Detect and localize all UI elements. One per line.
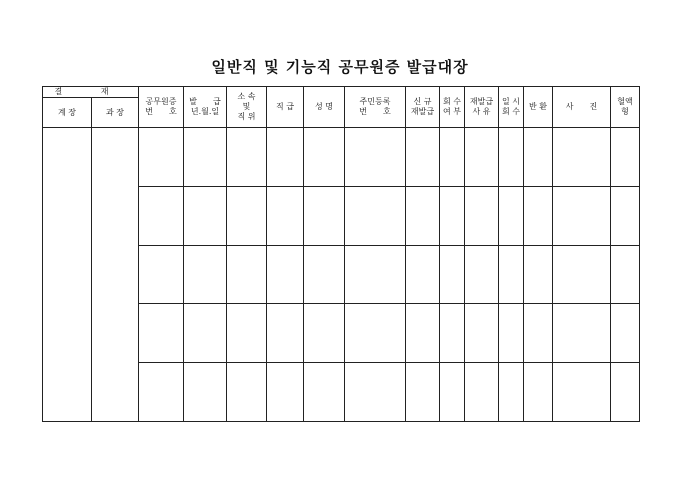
cell[interactable] <box>184 128 227 187</box>
cell[interactable] <box>304 186 345 245</box>
cell[interactable] <box>139 363 184 422</box>
cell[interactable] <box>345 128 406 187</box>
col-temporary-recovery: 일 시 회 수 <box>499 87 524 128</box>
col-id-number: 공무원증 번 호 <box>139 87 184 128</box>
cell[interactable] <box>345 363 406 422</box>
col-resident-number: 주민등록 번 호 <box>345 87 406 128</box>
cell[interactable] <box>139 128 184 187</box>
col-photo: 사 진 <box>553 87 611 128</box>
col-department-position: 소 속 및 직 위 <box>227 87 267 128</box>
cell[interactable] <box>267 363 304 422</box>
cell[interactable] <box>227 363 267 422</box>
issuance-ledger-table <box>42 86 640 422</box>
col-issue-date: 발 급 년.월.일 <box>184 87 227 128</box>
cell[interactable] <box>611 363 640 422</box>
cell[interactable] <box>440 186 465 245</box>
cell[interactable] <box>524 304 553 363</box>
cell[interactable] <box>139 245 184 304</box>
approval-cell-manager[interactable] <box>92 128 139 422</box>
cell[interactable] <box>440 245 465 304</box>
cell[interactable] <box>499 363 524 422</box>
cell[interactable] <box>184 363 227 422</box>
cell[interactable] <box>267 304 304 363</box>
cell[interactable] <box>227 304 267 363</box>
cell[interactable] <box>304 128 345 187</box>
cell[interactable] <box>499 186 524 245</box>
cell[interactable] <box>304 304 345 363</box>
cell[interactable] <box>406 186 440 245</box>
cell[interactable] <box>499 304 524 363</box>
cell[interactable] <box>465 363 499 422</box>
cell[interactable] <box>139 186 184 245</box>
cell[interactable] <box>267 128 304 187</box>
cell[interactable] <box>611 186 640 245</box>
cell[interactable] <box>406 245 440 304</box>
cell[interactable] <box>553 304 611 363</box>
cell[interactable] <box>184 304 227 363</box>
col-reissue-reason: 재발급 사 유 <box>465 87 499 128</box>
cell[interactable] <box>553 363 611 422</box>
cell[interactable] <box>611 245 640 304</box>
header-row-top <box>43 87 640 98</box>
cell[interactable] <box>465 186 499 245</box>
cell[interactable] <box>267 186 304 245</box>
cell[interactable] <box>406 304 440 363</box>
cell[interactable] <box>304 363 345 422</box>
cell[interactable] <box>465 245 499 304</box>
cell[interactable] <box>184 186 227 245</box>
col-recovered: 회 수 여 부 <box>440 87 465 128</box>
cell[interactable] <box>440 363 465 422</box>
approval-col-manager: 과 장 <box>92 98 139 128</box>
col-return: 반 환 <box>524 87 553 128</box>
cell[interactable] <box>345 186 406 245</box>
cell[interactable] <box>139 304 184 363</box>
cell[interactable] <box>524 186 553 245</box>
cell[interactable] <box>524 245 553 304</box>
col-grade: 직 급 <box>267 87 304 128</box>
cell[interactable] <box>465 304 499 363</box>
cell[interactable] <box>406 128 440 187</box>
cell[interactable] <box>553 128 611 187</box>
cell[interactable] <box>611 304 640 363</box>
page-title: 일반직 및 기능직 공무원증 발급대장 <box>211 58 469 76</box>
cell[interactable] <box>227 186 267 245</box>
col-blood-type: 혈액 형 <box>611 87 640 128</box>
cell[interactable] <box>440 304 465 363</box>
cell[interactable] <box>465 128 499 187</box>
cell[interactable] <box>184 245 227 304</box>
cell[interactable] <box>406 363 440 422</box>
approval-header: 결 재 <box>43 87 139 98</box>
cell[interactable] <box>345 245 406 304</box>
cell[interactable] <box>524 363 553 422</box>
cell[interactable] <box>553 186 611 245</box>
cell[interactable] <box>499 245 524 304</box>
cell[interactable] <box>553 245 611 304</box>
col-new-reissue: 신 규 재발급 <box>406 87 440 128</box>
cell[interactable] <box>345 304 406 363</box>
cell[interactable] <box>524 128 553 187</box>
approval-cell-chief[interactable] <box>43 128 92 422</box>
approval-col-chief: 계 장 <box>43 98 92 128</box>
cell[interactable] <box>499 128 524 187</box>
col-name: 성 명 <box>304 87 345 128</box>
cell[interactable] <box>611 128 640 187</box>
cell[interactable] <box>227 245 267 304</box>
cell[interactable] <box>227 128 267 187</box>
cell[interactable] <box>304 245 345 304</box>
table-row <box>43 128 640 187</box>
cell[interactable] <box>267 245 304 304</box>
cell[interactable] <box>440 128 465 187</box>
